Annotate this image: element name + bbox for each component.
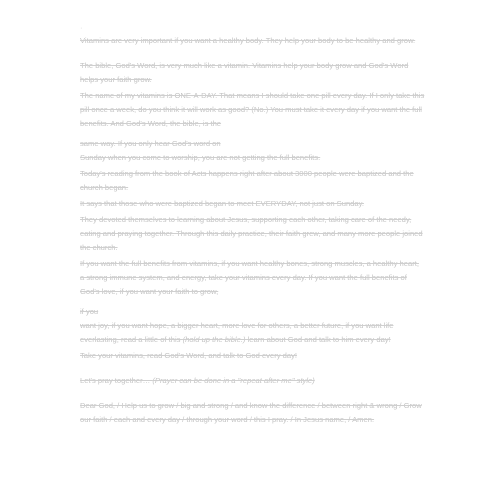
document-page [80,22,425,427]
pray-together-text: Let's pray together… [80,376,153,385]
bullet-marker: · [80,23,83,32]
paragraph-vitamins-intro: Vitamins are very important if you want a healthy body. They help your body to be healthy and grow. [80,36,416,45]
paragraph-want-joy [80,319,425,347]
paragraph-acts-reading: Today's reading from the book of Acts happens right after about 3000 people were baptized and the church began. [80,169,414,192]
paragraph-take-vitamins: Take your vitamins, read God's Word, and talk to God every day! [80,351,297,360]
paragraph-sunday: Sunday when you come to worship, you are not getting the full benefits. [80,153,321,162]
paragraph-same-way: same way. If you only hear God's word on [80,139,221,148]
paragraph-bible-vitamin: The bible, God's Word, is very much like a vitamin. Vitamins help your body grow and God's Word helps your faith grow. [80,61,409,84]
want-joy-text-end: learn about God and talk to him every day! [245,335,391,344]
stage-direction-prayer: (Prayer can be done in a "repeat after me" style) [152,376,315,385]
paragraph-if-you: if you [80,307,99,316]
paragraph-devoted: They devoted themselves to learning about Jesus, supporting each other, taking care of the needy, eating and praying together. Through this daily practice, their faith grew, and many more people joined the church. [80,215,423,252]
want-joy-text: want joy, if you want hope, a bigger heart, more love for others, a better future, if you want life everlasting, read a little of this [80,321,394,344]
paragraph-pray-together [80,374,425,388]
paragraph-everyday: It says that those who were baptized began to meet EVERYDAY, not just on Sunday. [80,199,364,208]
paragraph-prayer: Dear God, / Help us to grow / big and strong / and know the difference / between right & wrong / Grow our faith / each and every day / through your word / this I pray. / In Jesus name, / Amen. [80,401,422,424]
paragraph-one-a-day: The name of my vitamins is ONE-A-DAY. That means I should take one pill every day. If I only take this pill once a week, do you think it will work as good? (No.) You must take it every day if you want the full benefits. And God's Word, the bible, is the [80,91,425,128]
stage-direction-bible: (hold up the bible.) [182,335,246,344]
paragraph-full-benefits: If you want the full benefits from vitamins, if you want healthy bones, strong muscles, a healthy heart, a strong immune system, and energy, take your vitamins every day. If you want the full benefits of God's love, if you want your faith to grow, [80,259,419,296]
